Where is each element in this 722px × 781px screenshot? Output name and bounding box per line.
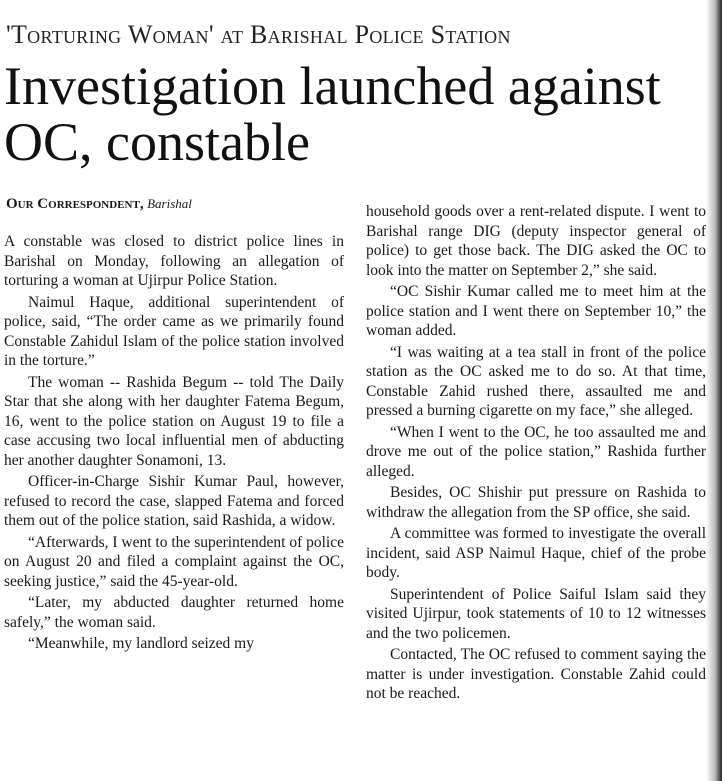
paragraph: “Meanwhile, my landlord seized my [28, 635, 254, 652]
paragraph: household goods over a rent-related dispute. I went to Barishal range DIG (deputy inspector general of police) to get those back. The DIG asked the OC to look into the matter on September 2,” she said. [366, 203, 706, 279]
article-kicker: 'Torturing Woman' at Barishal Police Station [6, 20, 511, 49]
paragraph: “OC Sishir Kumar called me to meet him at the police station and I went there on September 10,” the woman added. [366, 283, 706, 339]
paragraph: A constable was closed to district police lines in Barishal on Monday, following an allegation of torturing a woman at Ujirpur Police Station. [4, 233, 344, 289]
article-headline: Investigation launched against OC, constable [4, 56, 661, 172]
page-edge-shadow [706, 0, 722, 781]
paragraph: Naimul Haque, additional superintendent of police, said, “The order came as we primarily found Constable Zahidul Islam of the police station involved in the torture.” [4, 293, 344, 369]
byline-author: Our Correspondent, [6, 196, 144, 212]
byline-place: Barishal [147, 196, 192, 211]
paragraph: The woman -- Rashida Begum -- told The Daily Star that she along with her daughter Fatema Begum, 16, went to the police station on August 19 to file a case accusing two local influential men of abducting her another daughter Sonamoni, 13. [4, 373, 344, 469]
paragraph: “Afterwards, I went to the superintendent of police on August 20 and filed a complaint against the OC, seeking justice,” said the 45-year-old. [4, 533, 344, 590]
article-byline [6, 196, 192, 213]
paragraph: “Later, my abducted daughter returned home safely,” the woman said. [4, 594, 344, 631]
paragraph: “I was waiting at a tea stall in front of the police station as the OC asked me to do so. At that time, Constable Zahid rushed there, assaulted me and pressed a burning cigarette on my face,” she alleged. [366, 343, 706, 419]
paragraph: Superintendent of Police Saiful Islam said they visited Ujirpur, took statements of 10 to 12 witnesses and the two policemen. [366, 585, 706, 642]
paragraph: Besides, OC Shishir put pressure on Rashida to withdraw the allegation from the SP office, she said. [366, 484, 706, 521]
right-column [366, 202, 706, 706]
paragraph: “When I went to the OC, he too assaulted me and drove me out of the police station,” Rashida further alleged. [366, 423, 706, 480]
paragraph: Contacted, The OC refused to comment saying the matter is under investigation. Constable Zahid could not be reached. [366, 646, 706, 702]
left-column [4, 232, 344, 656]
paragraph: A committee was formed to investigate the overall incident, said ASP Naimul Haque, chief of the probe body. [366, 525, 706, 581]
paragraph: Officer-in-Charge Sishir Kumar Paul, however, refused to record the case, slapped Fatema and forced them out of the police station, said Rashida, a widow. [4, 473, 344, 529]
